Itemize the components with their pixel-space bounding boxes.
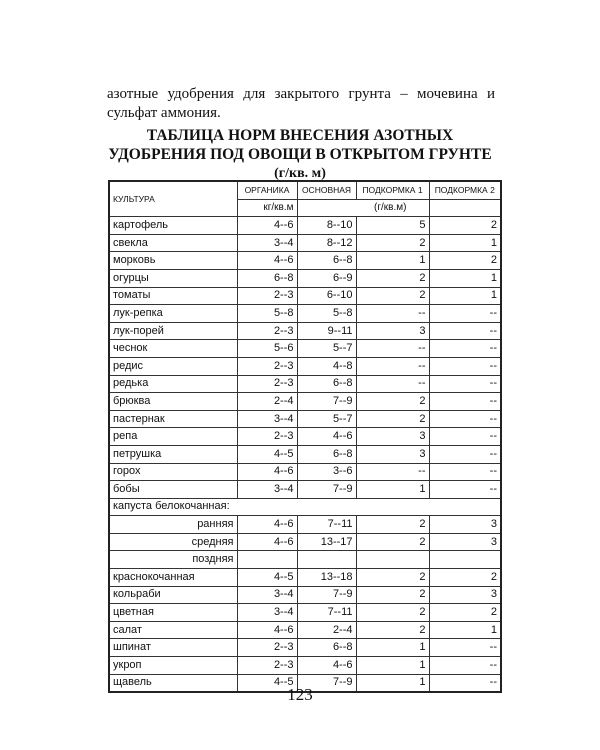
feed2-cell: -- xyxy=(429,340,501,358)
feed1-cell: 1 xyxy=(356,481,429,499)
crop-name-cell: петрушка xyxy=(109,445,237,463)
organic-cell: 3--4 xyxy=(237,234,297,252)
crop-name-cell: огурцы xyxy=(109,269,237,287)
organic-cell: 5--8 xyxy=(237,305,297,323)
main-cell: 4--6 xyxy=(297,657,356,675)
feed1-cell: 3 xyxy=(356,445,429,463)
organic-cell: 2--3 xyxy=(237,357,297,375)
main-cell: 6--8 xyxy=(297,445,356,463)
organic-cell: 4--6 xyxy=(237,621,297,639)
feed1-cell: 3 xyxy=(356,428,429,446)
organic-cell: 2--3 xyxy=(237,375,297,393)
feed1-cell: 2 xyxy=(356,569,429,587)
feed1-cell: 2 xyxy=(356,234,429,252)
crop-name-cell: томаты xyxy=(109,287,237,305)
feed2-cell: -- xyxy=(429,639,501,657)
organic-cell: 6--8 xyxy=(237,269,297,287)
feed2-cell: -- xyxy=(429,410,501,428)
main-cell: 8--12 xyxy=(297,234,356,252)
main-cell: 7--11 xyxy=(297,516,356,534)
main-cell: 6--9 xyxy=(297,269,356,287)
page-number: 123 xyxy=(287,685,313,704)
feed1-cell xyxy=(356,551,429,569)
table-row xyxy=(109,604,501,622)
feed2-cell: 1 xyxy=(429,269,501,287)
organic-cell: 4--6 xyxy=(237,533,297,551)
organic-cell: 4--5 xyxy=(237,569,297,587)
header-unit-spacer xyxy=(297,199,356,217)
feed2-cell: 2 xyxy=(429,252,501,270)
table-row xyxy=(109,621,501,639)
feed2-cell: -- xyxy=(429,428,501,446)
crop-name-cell: салат xyxy=(109,621,237,639)
main-cell: 2--4 xyxy=(297,621,356,639)
header-organic: ОРГАНИКА xyxy=(237,181,297,199)
feed2-cell: 3 xyxy=(429,586,501,604)
main-cell: 13--17 xyxy=(297,533,356,551)
crop-name-cell: укроп xyxy=(109,657,237,675)
feed2-cell: -- xyxy=(429,445,501,463)
organic-cell xyxy=(237,551,297,569)
main-cell: 7--11 xyxy=(297,604,356,622)
crop-name-cell: пастернак xyxy=(109,410,237,428)
table-title-units: (г/кв. м) xyxy=(274,166,326,181)
crop-name-cell: морковь xyxy=(109,252,237,270)
organic-cell: 4--6 xyxy=(237,516,297,534)
table-row xyxy=(109,481,501,499)
organic-cell: 2--3 xyxy=(237,322,297,340)
crop-name-cell: свекла xyxy=(109,234,237,252)
main-cell: 4--6 xyxy=(297,428,356,446)
main-cell: 9--11 xyxy=(297,322,356,340)
feed2-cell: -- xyxy=(429,393,501,411)
feed2-cell: 3 xyxy=(429,516,501,534)
organic-cell: 4--5 xyxy=(237,674,297,692)
organic-cell: 4--6 xyxy=(237,217,297,235)
table-row xyxy=(109,586,501,604)
feed1-cell: -- xyxy=(356,340,429,358)
header-main: ОСНОВНАЯ xyxy=(297,181,356,199)
feed2-cell: -- xyxy=(429,674,501,692)
feed1-cell: -- xyxy=(356,305,429,323)
table-row xyxy=(109,569,501,587)
feed1-cell: 2 xyxy=(356,269,429,287)
crop-name-cell: горох xyxy=(109,463,237,481)
cabbage-group-label: капуста белокочанная: xyxy=(109,498,501,516)
feed2-cell: 2 xyxy=(429,217,501,235)
table-title-line-2: УДОБРЕНИЯ ПОД ОВОЩИ В ОТКРЫТОМ ГРУНТЕ xyxy=(108,146,492,163)
header-other-unit: (г/кв.м) xyxy=(356,199,429,217)
table-title-line-1: ТАБЛИЦА НОРМ ВНЕСЕНИЯ АЗОТНЫХ xyxy=(146,127,454,144)
feed2-cell: -- xyxy=(429,322,501,340)
intro-paragraph: азотные удобрения для закрытого грунта – мочевина и сульфат аммония. xyxy=(107,86,495,121)
feed2-cell: 1 xyxy=(429,234,501,252)
feed2-cell: -- xyxy=(429,657,501,675)
table-row xyxy=(109,516,501,534)
fertilizer-norms-table xyxy=(108,180,502,693)
table-row xyxy=(109,533,501,551)
feed1-cell: -- xyxy=(356,357,429,375)
table-row xyxy=(109,393,501,411)
main-cell: 7--9 xyxy=(297,586,356,604)
organic-cell: 2--3 xyxy=(237,657,297,675)
crop-name-cell: ранняя xyxy=(109,516,237,534)
table-row xyxy=(109,217,501,235)
crop-name-cell: щавель xyxy=(109,674,237,692)
crop-name-cell: средняя xyxy=(109,533,237,551)
feed1-cell: 2 xyxy=(356,287,429,305)
organic-cell: 2--4 xyxy=(237,393,297,411)
table-row xyxy=(109,252,501,270)
main-cell: 13--18 xyxy=(297,569,356,587)
feed2-cell: 2 xyxy=(429,604,501,622)
feed2-cell: -- xyxy=(429,375,501,393)
header-feed-2: ПОДКОРМКА 2 xyxy=(429,181,501,199)
crop-name-cell: картофель xyxy=(109,217,237,235)
main-cell: 5--8 xyxy=(297,305,356,323)
main-cell: 3--6 xyxy=(297,463,356,481)
organic-cell: 3--4 xyxy=(237,604,297,622)
table-group-row xyxy=(109,498,501,516)
organic-cell: 2--3 xyxy=(237,428,297,446)
table-row xyxy=(109,410,501,428)
crop-name-cell: брюква xyxy=(109,393,237,411)
feed2-cell: 1 xyxy=(429,287,501,305)
feed1-cell: 1 xyxy=(356,657,429,675)
organic-cell: 4--5 xyxy=(237,445,297,463)
organic-cell: 5--6 xyxy=(237,340,297,358)
table-row xyxy=(109,428,501,446)
table-row xyxy=(109,657,501,675)
feed1-cell: 1 xyxy=(356,252,429,270)
table-body xyxy=(109,217,501,693)
table-row xyxy=(109,375,501,393)
feed2-cell: -- xyxy=(429,357,501,375)
feed1-cell: 2 xyxy=(356,410,429,428)
table-row xyxy=(109,322,501,340)
header-organic-unit: кг/кв.м xyxy=(237,199,297,217)
crop-name-cell: кольраби xyxy=(109,586,237,604)
crop-name-cell: репа xyxy=(109,428,237,446)
main-cell: 6--8 xyxy=(297,639,356,657)
feed1-cell: 1 xyxy=(356,674,429,692)
organic-cell: 3--4 xyxy=(237,586,297,604)
table-row xyxy=(109,445,501,463)
feed1-cell: 1 xyxy=(356,639,429,657)
feed1-cell: 3 xyxy=(356,322,429,340)
main-cell: 5--7 xyxy=(297,340,356,358)
table-row xyxy=(109,287,501,305)
table-row xyxy=(109,357,501,375)
crop-name-cell: редис xyxy=(109,357,237,375)
organic-cell: 2--3 xyxy=(237,639,297,657)
crop-name-cell: редька xyxy=(109,375,237,393)
feed1-cell: 2 xyxy=(356,533,429,551)
organic-cell: 4--6 xyxy=(237,463,297,481)
feed1-cell: 5 xyxy=(356,217,429,235)
feed2-cell xyxy=(429,551,501,569)
feed1-cell: -- xyxy=(356,375,429,393)
table-row xyxy=(109,269,501,287)
crop-name-cell: чеснок xyxy=(109,340,237,358)
feed2-cell: 2 xyxy=(429,569,501,587)
organic-cell: 3--4 xyxy=(237,481,297,499)
crop-name-cell: краснокочанная xyxy=(109,569,237,587)
crop-name-cell: шпинат xyxy=(109,639,237,657)
crop-name-cell: цветная xyxy=(109,604,237,622)
table-row xyxy=(109,234,501,252)
table-row xyxy=(109,463,501,481)
main-cell: 7--9 xyxy=(297,674,356,692)
feed2-cell: -- xyxy=(429,481,501,499)
main-cell: 6--10 xyxy=(297,287,356,305)
table-row xyxy=(109,305,501,323)
feed1-cell: 2 xyxy=(356,516,429,534)
crop-name-cell: лук-репка xyxy=(109,305,237,323)
feed1-cell: 2 xyxy=(356,621,429,639)
organic-cell: 3--4 xyxy=(237,410,297,428)
main-cell: 7--9 xyxy=(297,481,356,499)
crop-name-cell: поздняя xyxy=(109,551,237,569)
main-cell: 4--8 xyxy=(297,357,356,375)
table-row xyxy=(109,639,501,657)
feed2-cell: 1 xyxy=(429,621,501,639)
feed1-cell: 2 xyxy=(356,393,429,411)
header-feed-1: ПОДКОРМКА 1 xyxy=(356,181,429,199)
main-cell: 8--10 xyxy=(297,217,356,235)
organic-cell: 4--6 xyxy=(237,252,297,270)
main-cell xyxy=(297,551,356,569)
main-cell: 6--8 xyxy=(297,375,356,393)
table-row xyxy=(109,551,501,569)
header-feed-2-unit-spacer xyxy=(429,199,501,217)
main-cell: 5--7 xyxy=(297,410,356,428)
feed1-cell: -- xyxy=(356,463,429,481)
main-cell: 7--9 xyxy=(297,393,356,411)
main-cell: 6--8 xyxy=(297,252,356,270)
header-crop: КУЛЬТУРА xyxy=(109,181,237,217)
crop-name-cell: лук-порей xyxy=(109,322,237,340)
feed1-cell: 2 xyxy=(356,604,429,622)
feed2-cell: -- xyxy=(429,463,501,481)
table-header-row xyxy=(109,181,501,199)
feed2-cell: -- xyxy=(429,305,501,323)
organic-cell: 2--3 xyxy=(237,287,297,305)
table-row xyxy=(109,340,501,358)
feed2-cell: 3 xyxy=(429,533,501,551)
crop-name-cell: бобы xyxy=(109,481,237,499)
feed1-cell: 2 xyxy=(356,586,429,604)
